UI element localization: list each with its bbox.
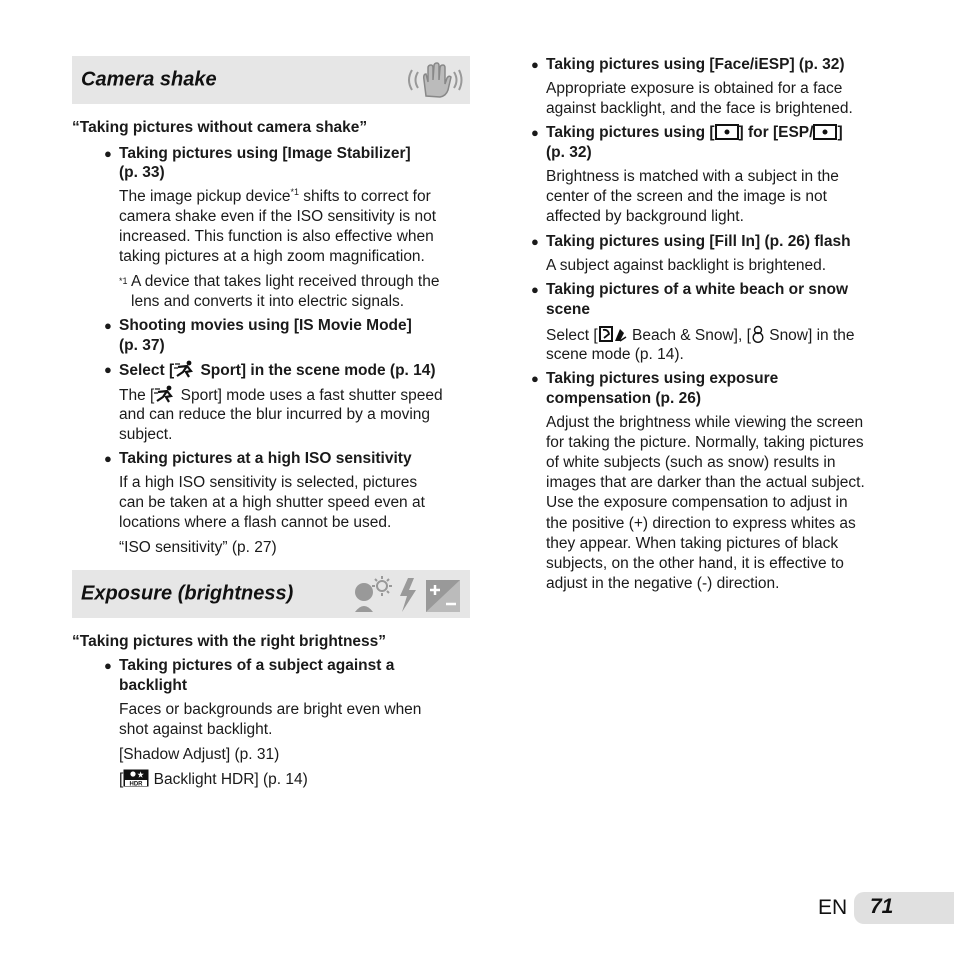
exposure-banner <box>72 570 470 618</box>
r-p4-line2: scene mode (p. 14). <box>546 346 684 363</box>
r-p4-line1 <box>546 325 855 346</box>
e-p1-line1: Faces or backgrounds are bright even when <box>119 701 422 718</box>
e-ref1: [Shadow Adjust] (p. 31) <box>119 746 280 763</box>
p1-line1-b: shifts to correct for <box>298 188 431 205</box>
r-b5-line1: Taking pictures using exposure <box>546 370 779 387</box>
bullet: ● <box>104 318 112 333</box>
b2-line2: (p. 37) <box>119 337 165 354</box>
p1-line2: camera shake even if the ISO sensitivity is not <box>119 208 437 225</box>
b4-line: Taking pictures at a high ISO sensitivity <box>119 450 412 467</box>
r-p4-b: Beach & Snow], [ <box>627 327 751 344</box>
r-b5-line2: compensation (p. 26) <box>546 390 702 407</box>
b3-b: Sport] in the scene mode (p. 14) <box>196 362 436 379</box>
r-p2-line3: affected by background light. <box>546 208 744 225</box>
exposure-icons <box>352 574 464 614</box>
r-b2-line1 <box>546 123 843 143</box>
spot-metering-icon <box>715 124 739 140</box>
r-b2-line2: (p. 32) <box>546 144 592 161</box>
r-b2-c: ] <box>837 124 843 141</box>
p1-line1-a: The image pickup device <box>119 188 291 205</box>
r-p5-line6: the positive (+) direction to express whites as <box>546 515 856 532</box>
backlight-hdr-icon <box>123 769 149 787</box>
r-p1-line1: Appropriate exposure is obtained for a face <box>546 80 843 97</box>
language-label: EN <box>818 896 848 919</box>
sport-icon <box>154 385 176 403</box>
r-p5-line1: Adjust the brightness while viewing the screen <box>546 414 864 431</box>
p3-b: Sport] mode uses a fast shutter speed <box>176 387 443 404</box>
b3-line <box>119 360 436 381</box>
r-b2-a: Taking pictures using [ <box>546 124 715 141</box>
footnote-line1: A device that takes light received through the <box>131 273 440 290</box>
r-p2-line2: center of the screen and the image is not <box>546 188 827 205</box>
p4-ref: “ISO sensitivity” (p. 27) <box>119 539 277 556</box>
r-p5-line3: of white subjects (such as snow) results in <box>546 454 836 471</box>
p1-line1 <box>119 187 431 207</box>
beach-snow-icon <box>598 325 628 343</box>
camera-shake-banner <box>72 56 470 104</box>
spot-metering-icon <box>813 124 837 140</box>
camera-shake-title: Camera shake <box>81 68 217 91</box>
footnote-mark: *1 <box>119 276 128 286</box>
r-p5-line5: Use the exposure compensation to adjust in <box>546 494 848 511</box>
b3-a: Select [ <box>119 362 175 379</box>
bullet: ● <box>104 146 112 161</box>
p4-line3: locations where a flash cannot be used. <box>119 514 392 531</box>
e-b1-line2: backlight <box>119 677 188 694</box>
r-b2-b: ] for [ESP/ <box>738 124 814 141</box>
r-b3: Taking pictures using [Fill In] (p. 26) flash <box>546 233 851 250</box>
bullet: ● <box>531 125 539 140</box>
p3-line2: and can reduce the blur incurred by a moving <box>119 406 431 423</box>
bullet: ● <box>531 282 539 297</box>
r-b4-line2: scene <box>546 301 590 318</box>
p3-a: The [ <box>119 387 155 404</box>
b1-line1: Taking pictures using [Image Stabilizer] <box>119 145 411 162</box>
exposure-subtitle: “Taking pictures with the right brightness” <box>72 633 387 650</box>
svg-text:HDR: HDR <box>129 781 143 787</box>
p1-line4: taking pictures at a high zoom magnification. <box>119 248 425 265</box>
p1-line3: increased. This function is also effective when <box>119 228 434 245</box>
p3-line3: subject. <box>119 426 173 443</box>
exposure-compensation-icon <box>426 580 460 612</box>
r-p5-line4: images that are darker than the actual subject. <box>546 474 865 491</box>
footnote-ref: *1 <box>290 186 299 197</box>
r-p1-line2: against backlight, and the face is brightened. <box>546 100 853 117</box>
r-p5-line9: adjust in the negative (-) direction. <box>546 575 780 592</box>
r-b4-line1: Taking pictures of a white beach or snow <box>546 281 849 298</box>
r-p5-line2: for taking the picture. Normally, taking pictures <box>546 434 864 451</box>
r-p2-line1: Brightness is matched with a subject in the <box>546 168 839 185</box>
page-number: 71 <box>870 895 894 918</box>
r-p4-a: Select [ <box>546 327 598 344</box>
bullet: ● <box>104 451 112 466</box>
sport-icon <box>174 360 196 378</box>
page-number-box <box>854 892 954 924</box>
r-p5-line8: subjects, on the other hand, it is effective to <box>546 555 844 572</box>
bullet: ● <box>104 362 112 377</box>
e-ref2-b: Backlight HDR] (p. 14) <box>149 771 308 788</box>
flash-icon <box>400 578 416 612</box>
e-p1-line2: shot against backlight. <box>119 721 273 738</box>
r-b1: Taking pictures using [Face/iESP] (p. 32) <box>546 56 845 73</box>
snowman-icon <box>751 325 765 343</box>
bullet: ● <box>104 658 112 673</box>
r-p5-line7: they appear. When taking pictures of black <box>546 535 839 552</box>
page-footer <box>814 892 954 924</box>
e-ref2-a: [ <box>119 771 124 788</box>
exposure-title: Exposure (brightness) <box>81 582 294 605</box>
r-p3: A subject against backlight is brightened. <box>546 257 827 274</box>
bullet: ● <box>531 371 539 386</box>
footnote-line2: lens and converts it into electric signals. <box>131 293 405 310</box>
camera-shake-subtitle: “Taking pictures without camera shake” <box>72 119 368 136</box>
p3-line1 <box>119 385 443 406</box>
bullet: ● <box>531 57 539 72</box>
e-ref2 <box>119 769 308 790</box>
hand-shake-icon <box>404 60 464 100</box>
p4-line1: If a high ISO sensitivity is selected, pictures <box>119 474 418 491</box>
backlight-face-icon <box>355 576 392 612</box>
b1-line2: (p. 33) <box>119 164 165 181</box>
b2-line1: Shooting movies using [IS Movie Mode] <box>119 317 412 334</box>
r-p4-c: Snow] in the <box>764 327 855 344</box>
bullet: ● <box>531 234 539 249</box>
p4-line2: can be taken at a high shutter speed even at <box>119 494 425 511</box>
e-b1-line1: Taking pictures of a subject against a <box>119 657 395 674</box>
